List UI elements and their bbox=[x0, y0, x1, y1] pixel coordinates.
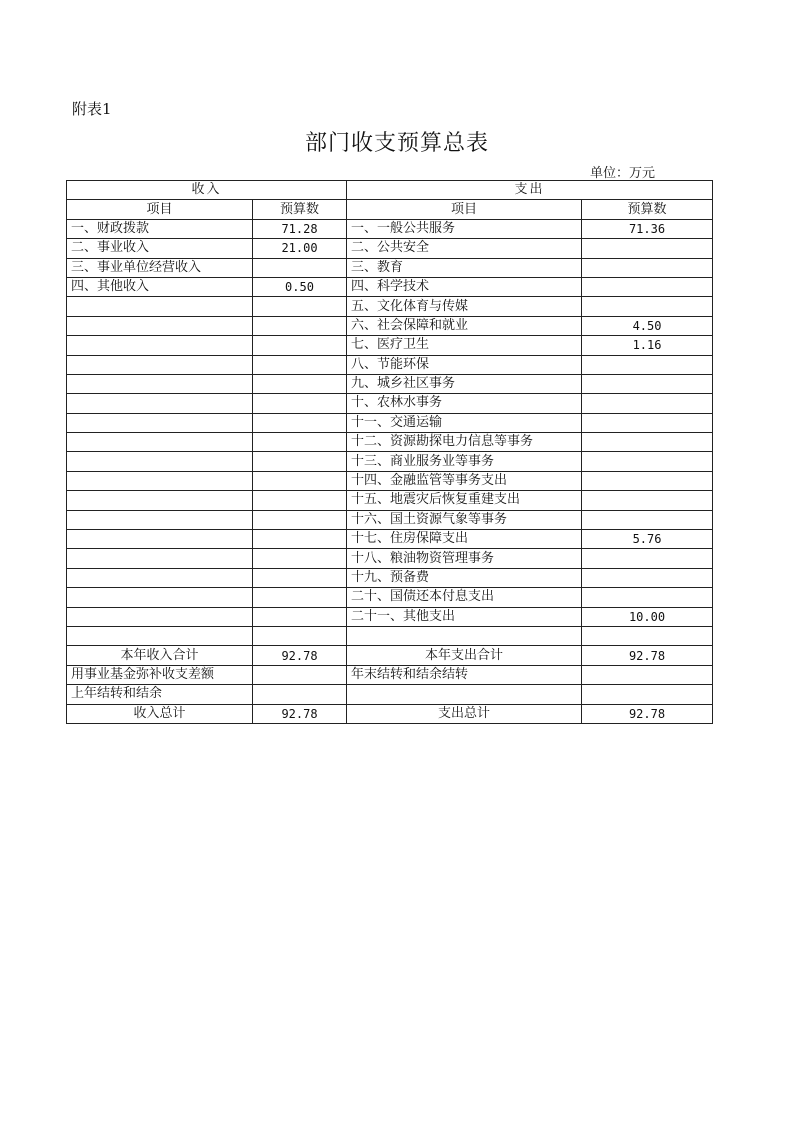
expense-value-cell: 10.00 bbox=[582, 607, 713, 626]
income-value-cell bbox=[253, 336, 347, 355]
table-row bbox=[67, 452, 713, 471]
expense-value-cell bbox=[582, 510, 713, 529]
expense-subtotal-label: 本年支出合计 bbox=[347, 646, 582, 665]
table-row bbox=[67, 491, 713, 510]
year-end-label: 年末结转和结余结转 bbox=[347, 665, 582, 684]
expense-item-cell: 十四、金融监管等事务支出 bbox=[347, 471, 582, 490]
expense-value-cell bbox=[582, 626, 713, 645]
income-total-label: 收入总计 bbox=[67, 704, 253, 723]
carryover-expense-value bbox=[582, 685, 713, 704]
expense-section-header: 支出 bbox=[347, 181, 713, 200]
expense-value-cell bbox=[582, 471, 713, 490]
income-value-cell bbox=[253, 588, 347, 607]
expense-item-cell: 十七、住房保障支出 bbox=[347, 530, 582, 549]
income-value-cell bbox=[253, 355, 347, 374]
section-header-row bbox=[67, 181, 713, 200]
income-item-cell bbox=[67, 568, 253, 587]
expense-value-cell: 1.16 bbox=[582, 336, 713, 355]
expense-item-cell: 十八、粮油物资管理事务 bbox=[347, 549, 582, 568]
expense-item-cell: 七、医疗卫生 bbox=[347, 336, 582, 355]
fund-makeup-label: 用事业基金弥补收支差额 bbox=[67, 665, 253, 684]
expense-value-cell: 5.76 bbox=[582, 530, 713, 549]
income-item-cell: 二、事业收入 bbox=[67, 239, 253, 258]
table-row bbox=[67, 277, 713, 296]
income-value-cell bbox=[253, 530, 347, 549]
expense-item-cell bbox=[347, 626, 582, 645]
table-row bbox=[67, 433, 713, 452]
income-item-cell bbox=[67, 626, 253, 645]
expense-total-label: 支出总计 bbox=[347, 704, 582, 723]
income-value-cell bbox=[253, 549, 347, 568]
income-item-cell bbox=[67, 491, 253, 510]
income-item-cell bbox=[67, 510, 253, 529]
expense-value-cell: 4.50 bbox=[582, 316, 713, 335]
expense-item-cell: 十一、交通运输 bbox=[347, 413, 582, 432]
table-row bbox=[67, 355, 713, 374]
expense-item-cell: 十二、资源勘探电力信息等事务 bbox=[347, 433, 582, 452]
expense-value-cell bbox=[582, 355, 713, 374]
carryover-expense-blank bbox=[347, 685, 582, 704]
income-value-cell: 21.00 bbox=[253, 239, 347, 258]
expense-value-cell bbox=[582, 374, 713, 393]
table-row bbox=[67, 239, 713, 258]
income-item-cell bbox=[67, 471, 253, 490]
expense-value-cell bbox=[582, 452, 713, 471]
expense-value-cell bbox=[582, 549, 713, 568]
income-item-cell bbox=[67, 316, 253, 335]
subtotal-row bbox=[67, 646, 713, 665]
expense-item-cell: 一、一般公共服务 bbox=[347, 219, 582, 238]
expense-item-cell: 二十、国债还本付息支出 bbox=[347, 588, 582, 607]
income-total-value: 92.78 bbox=[253, 704, 347, 723]
table-row bbox=[67, 316, 713, 335]
expense-value-cell bbox=[582, 491, 713, 510]
income-value-cell bbox=[253, 491, 347, 510]
table-row bbox=[67, 626, 713, 645]
table-row bbox=[67, 568, 713, 587]
income-item-cell bbox=[67, 374, 253, 393]
fund-makeup-row bbox=[67, 665, 713, 684]
income-value-cell bbox=[253, 607, 347, 626]
income-value-cell bbox=[253, 374, 347, 393]
expense-item-cell: 二十一、其他支出 bbox=[347, 607, 582, 626]
expense-item-cell: 五、文化体育与传媒 bbox=[347, 297, 582, 316]
expense-value-cell bbox=[582, 413, 713, 432]
carryover-value bbox=[253, 685, 347, 704]
table-row bbox=[67, 510, 713, 529]
income-item-cell bbox=[67, 530, 253, 549]
income-item-cell: 三、事业单位经营收入 bbox=[67, 258, 253, 277]
income-item-cell bbox=[67, 607, 253, 626]
table-row bbox=[67, 374, 713, 393]
unit-label: 单位：万元 bbox=[590, 166, 656, 181]
expense-subtotal-value: 92.78 bbox=[582, 646, 713, 665]
expense-item-cell: 六、社会保障和就业 bbox=[347, 316, 582, 335]
income-subtotal-value: 92.78 bbox=[253, 646, 347, 665]
income-item-header: 项目 bbox=[67, 200, 253, 219]
income-value-cell bbox=[253, 413, 347, 432]
expense-item-cell: 十五、地震灾后恢复重建支出 bbox=[347, 491, 582, 510]
income-item-cell bbox=[67, 452, 253, 471]
income-item-cell bbox=[67, 588, 253, 607]
expense-item-cell: 九、城乡社区事务 bbox=[347, 374, 582, 393]
expense-value-cell bbox=[582, 258, 713, 277]
fund-makeup-value bbox=[253, 665, 347, 684]
table-row bbox=[67, 297, 713, 316]
income-value-cell: 71.28 bbox=[253, 219, 347, 238]
expense-item-cell: 四、科学技术 bbox=[347, 277, 582, 296]
table-row bbox=[67, 471, 713, 490]
page-title: 部门收支预算总表 bbox=[304, 131, 489, 156]
table-row bbox=[67, 607, 713, 626]
year-end-value bbox=[582, 665, 713, 684]
expense-item-cell: 十六、国土资源气象等事务 bbox=[347, 510, 582, 529]
income-value-cell bbox=[253, 510, 347, 529]
attachment-label: 附表1 bbox=[72, 100, 112, 118]
income-value-cell bbox=[253, 568, 347, 587]
carryover-row bbox=[67, 685, 713, 704]
income-subtotal-label: 本年收入合计 bbox=[67, 646, 253, 665]
table-row bbox=[67, 258, 713, 277]
income-value-cell bbox=[253, 452, 347, 471]
budget-table bbox=[66, 180, 713, 724]
expense-item-cell: 三、教育 bbox=[347, 258, 582, 277]
income-item-cell bbox=[67, 394, 253, 413]
income-value-cell bbox=[253, 471, 347, 490]
expense-value-cell bbox=[582, 239, 713, 258]
expense-value-cell: 71.36 bbox=[582, 219, 713, 238]
income-value-cell bbox=[253, 258, 347, 277]
expense-item-cell: 十、农林水事务 bbox=[347, 394, 582, 413]
expense-item-cell: 八、节能环保 bbox=[347, 355, 582, 374]
expense-value-cell bbox=[582, 588, 713, 607]
income-budget-header: 预算数 bbox=[253, 200, 347, 219]
expense-item-cell: 二、公共安全 bbox=[347, 239, 582, 258]
carryover-label: 上年结转和结余 bbox=[67, 685, 253, 704]
column-header-row bbox=[67, 200, 713, 219]
table-row bbox=[67, 336, 713, 355]
table-row bbox=[67, 413, 713, 432]
income-value-cell bbox=[253, 297, 347, 316]
grand-total-row bbox=[67, 704, 713, 723]
income-item-cell bbox=[67, 413, 253, 432]
expense-value-cell bbox=[582, 433, 713, 452]
income-section-header: 收入 bbox=[67, 181, 347, 200]
expense-budget-header: 预算数 bbox=[582, 200, 713, 219]
expense-item-header: 项目 bbox=[347, 200, 582, 219]
income-value-cell bbox=[253, 316, 347, 335]
income-item-cell bbox=[67, 433, 253, 452]
income-value-cell bbox=[253, 433, 347, 452]
expense-value-cell bbox=[582, 277, 713, 296]
income-value-cell: 0.50 bbox=[253, 277, 347, 296]
income-item-cell bbox=[67, 355, 253, 374]
expense-total-value: 92.78 bbox=[582, 704, 713, 723]
income-value-cell bbox=[253, 394, 347, 413]
income-item-cell: 四、其他收入 bbox=[67, 277, 253, 296]
table-row bbox=[67, 549, 713, 568]
income-item-cell bbox=[67, 297, 253, 316]
table-row bbox=[67, 530, 713, 549]
table-row bbox=[67, 588, 713, 607]
income-item-cell: 一、财政拨款 bbox=[67, 219, 253, 238]
table-row bbox=[67, 219, 713, 238]
income-value-cell bbox=[253, 626, 347, 645]
expense-value-cell bbox=[582, 568, 713, 587]
table-row bbox=[67, 394, 713, 413]
income-item-cell bbox=[67, 336, 253, 355]
expense-value-cell bbox=[582, 394, 713, 413]
income-item-cell bbox=[67, 549, 253, 568]
expense-item-cell: 十九、预备费 bbox=[347, 568, 582, 587]
expense-item-cell: 十三、商业服务业等事务 bbox=[347, 452, 582, 471]
expense-value-cell bbox=[582, 297, 713, 316]
